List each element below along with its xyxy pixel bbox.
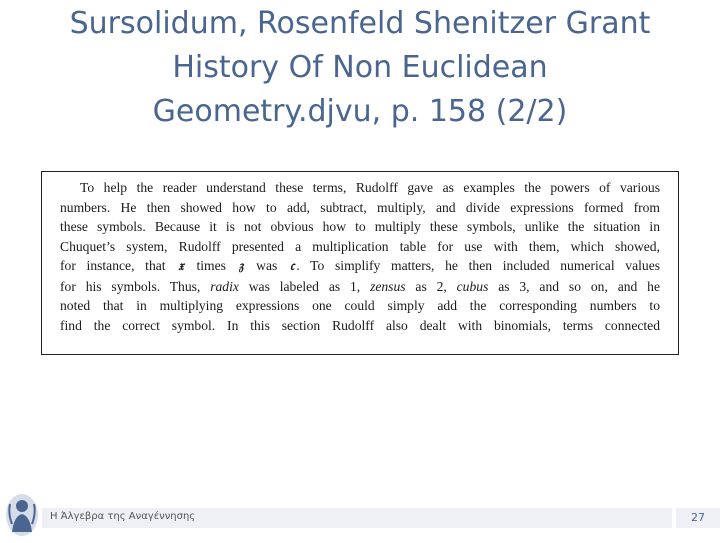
line6-text-d: as 3, and so on, and he	[488, 278, 660, 294]
line6-text-b: was labeled as 1,	[238, 278, 371, 294]
line5-text-c: was	[256, 258, 278, 273]
line5-text-a: for instance, that	[60, 258, 166, 273]
cubus-symbol: 𝔠	[290, 258, 295, 274]
title-line-3: Geometry.djvu, p. 158 (2/2)	[152, 94, 568, 129]
excerpt-line-3: these symbols. Because it is not obvious how to multiply these symbols, unlike the situation in	[60, 219, 660, 234]
footer-course-label: Η Άλγεβρα της Αναγέννησης	[50, 511, 196, 522]
excerpt-line-2: numbers. He then showed how to add, subtract, multiply, and divide expressions formed from	[60, 199, 660, 215]
title-line-1: Sursolidum, Rosenfeld Shenitzer Grant	[69, 6, 651, 41]
book-excerpt-image	[41, 171, 679, 355]
excerpt-line-8: find the correct symbol. In this section Rudolff also dealt with binomials, terms connected	[60, 317, 660, 333]
line6-text-c: as 2,	[405, 278, 457, 294]
line5-text-b: times	[196, 258, 226, 273]
excerpt-line-5	[60, 256, 660, 277]
university-seal-icon	[4, 492, 40, 538]
line5-text-d: . To simplify matters, he then included numerical values	[296, 258, 661, 273]
radix-term: radix	[210, 278, 239, 294]
cubus-term: cubus	[456, 278, 489, 294]
excerpt-line-4: Chuquet’s system, Rudolff presented a multiplication table for use with them, which showed,	[60, 238, 660, 254]
slide-title	[20, 2, 700, 134]
line6-text-a: for his symbols. Thus,	[60, 278, 211, 294]
excerpt-line-7: noted that in multiplying expressions one could simply add the corresponding numbers to	[60, 298, 660, 313]
title-line-2: History Of Non Euclidean	[172, 50, 548, 85]
page-number-box	[676, 508, 720, 528]
excerpt-text	[60, 178, 660, 335]
page-number: 27	[691, 511, 705, 524]
excerpt-line-1: To help the reader understand these terms, Rudolff gave as examples the powers of various	[80, 180, 660, 195]
excerpt-line-6	[60, 277, 660, 297]
radix-symbol: 𝔵	[178, 258, 184, 274]
footer-bar	[42, 508, 672, 528]
zensus-symbol: 𝔷	[238, 258, 244, 274]
zensus-term: zensus	[370, 278, 406, 294]
